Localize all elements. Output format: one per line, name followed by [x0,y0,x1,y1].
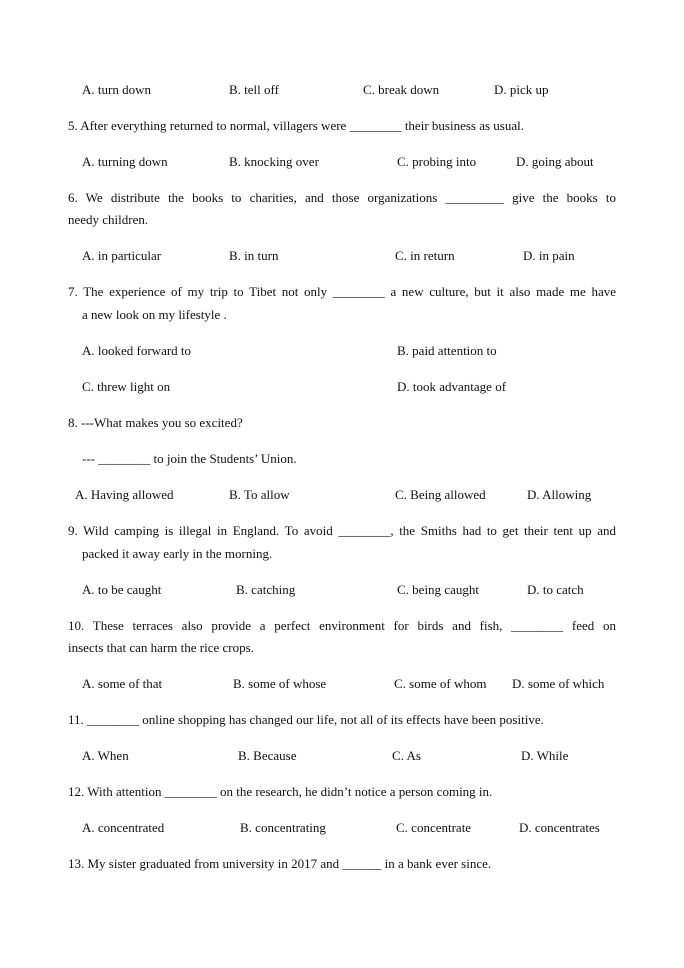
q9-option-c: C. being caught [397,582,479,597]
q5-option-b: B. knocking over [229,154,319,169]
q4-option-b: B. tell off [229,82,279,97]
q6-stem-line2: needy children. [68,212,149,227]
q10-option-c: C. some of whom [394,676,487,691]
q11-option-a: A. When [82,748,129,763]
q10-option-b: B. some of whose [233,676,327,691]
q11-stem: 11. ________ online shopping has changed our life, not all of its effects have been positive. [68,712,544,727]
q9-option-b: B. catching [236,582,296,597]
q6-option-c: C. in return [395,248,455,263]
q10-stem-line1: 10. These terraces also provide a perfect environment for birds and fish, ________ feed on [68,618,616,633]
q9-stem-line2: packed it away early in the morning. [82,546,273,561]
q5-stem: 5. After everything returned to normal, villagers were ________ their business as usual. [68,118,524,133]
q12-option-a: A. concentrated [82,820,165,835]
q12-option-d: D. concentrates [519,820,600,835]
q8-stem-line2: --- ________ to join the Students’ Union. [82,451,297,466]
q13-stem: 13. My sister graduated from university in 2017 and ______ in a bank ever since. [68,856,492,871]
q7-option-a: A. looked forward to [82,343,192,358]
q8-option-b: B. To allow [229,487,290,502]
q6-stem-line1: 6. We distribute the books to charities, and those organizations _________ give the books to [68,190,616,205]
q8-option-c: C. Being allowed [395,487,486,502]
q4-option-c: C. break down [363,82,440,97]
q7-option-d: D. took advantage of [397,379,507,394]
q4-option-a: A. turn down [82,82,151,97]
q8-stem-line1: 8. ---What makes you so excited? [68,415,243,430]
q9-option-d: D. to catch [527,582,584,597]
q6-option-d: D. in pain [523,248,575,263]
q11-option-c: C. As [392,748,421,763]
q10-option-a: A. some of that [82,676,163,691]
q6-option-a: A. in particular [82,248,162,263]
q10-option-d: D. some of which [512,676,605,691]
q4-option-d: D. pick up [494,82,549,97]
q5-option-d: D. going about [516,154,594,169]
q7-option-b: B. paid attention to [397,343,497,358]
q6-option-b: B. in turn [229,248,279,263]
q10-stem-line2: insects that can harm the rice crops. [68,640,254,655]
q8-option-d: D. Allowing [527,487,592,502]
q11-option-b: B. Because [238,748,297,763]
q9-stem-line1: 9. Wild camping is illegal in England. To avoid ________, the Smiths had to get their tent up and [68,523,616,538]
q12-stem: 12. With attention ________ on the research, he didn’t notice a person coming in. [68,784,493,799]
q9-option-a: A. to be caught [82,582,162,597]
q8-option-a: A. Having allowed [75,487,174,502]
q5-option-c: C. probing into [397,154,477,169]
q11-option-d: D. While [521,748,569,763]
q7-option-c: C. threw light on [82,379,171,394]
q12-option-b: B. concentrating [240,820,326,835]
q7-stem-line2: a new look on my lifestyle . [82,307,227,322]
q5-option-a: A. turning down [82,154,168,169]
q12-option-c: C. concentrate [396,820,472,835]
q7-stem-line1: 7. The experience of my trip to Tibet not only ________ a new culture, but it also made me have [68,284,616,299]
